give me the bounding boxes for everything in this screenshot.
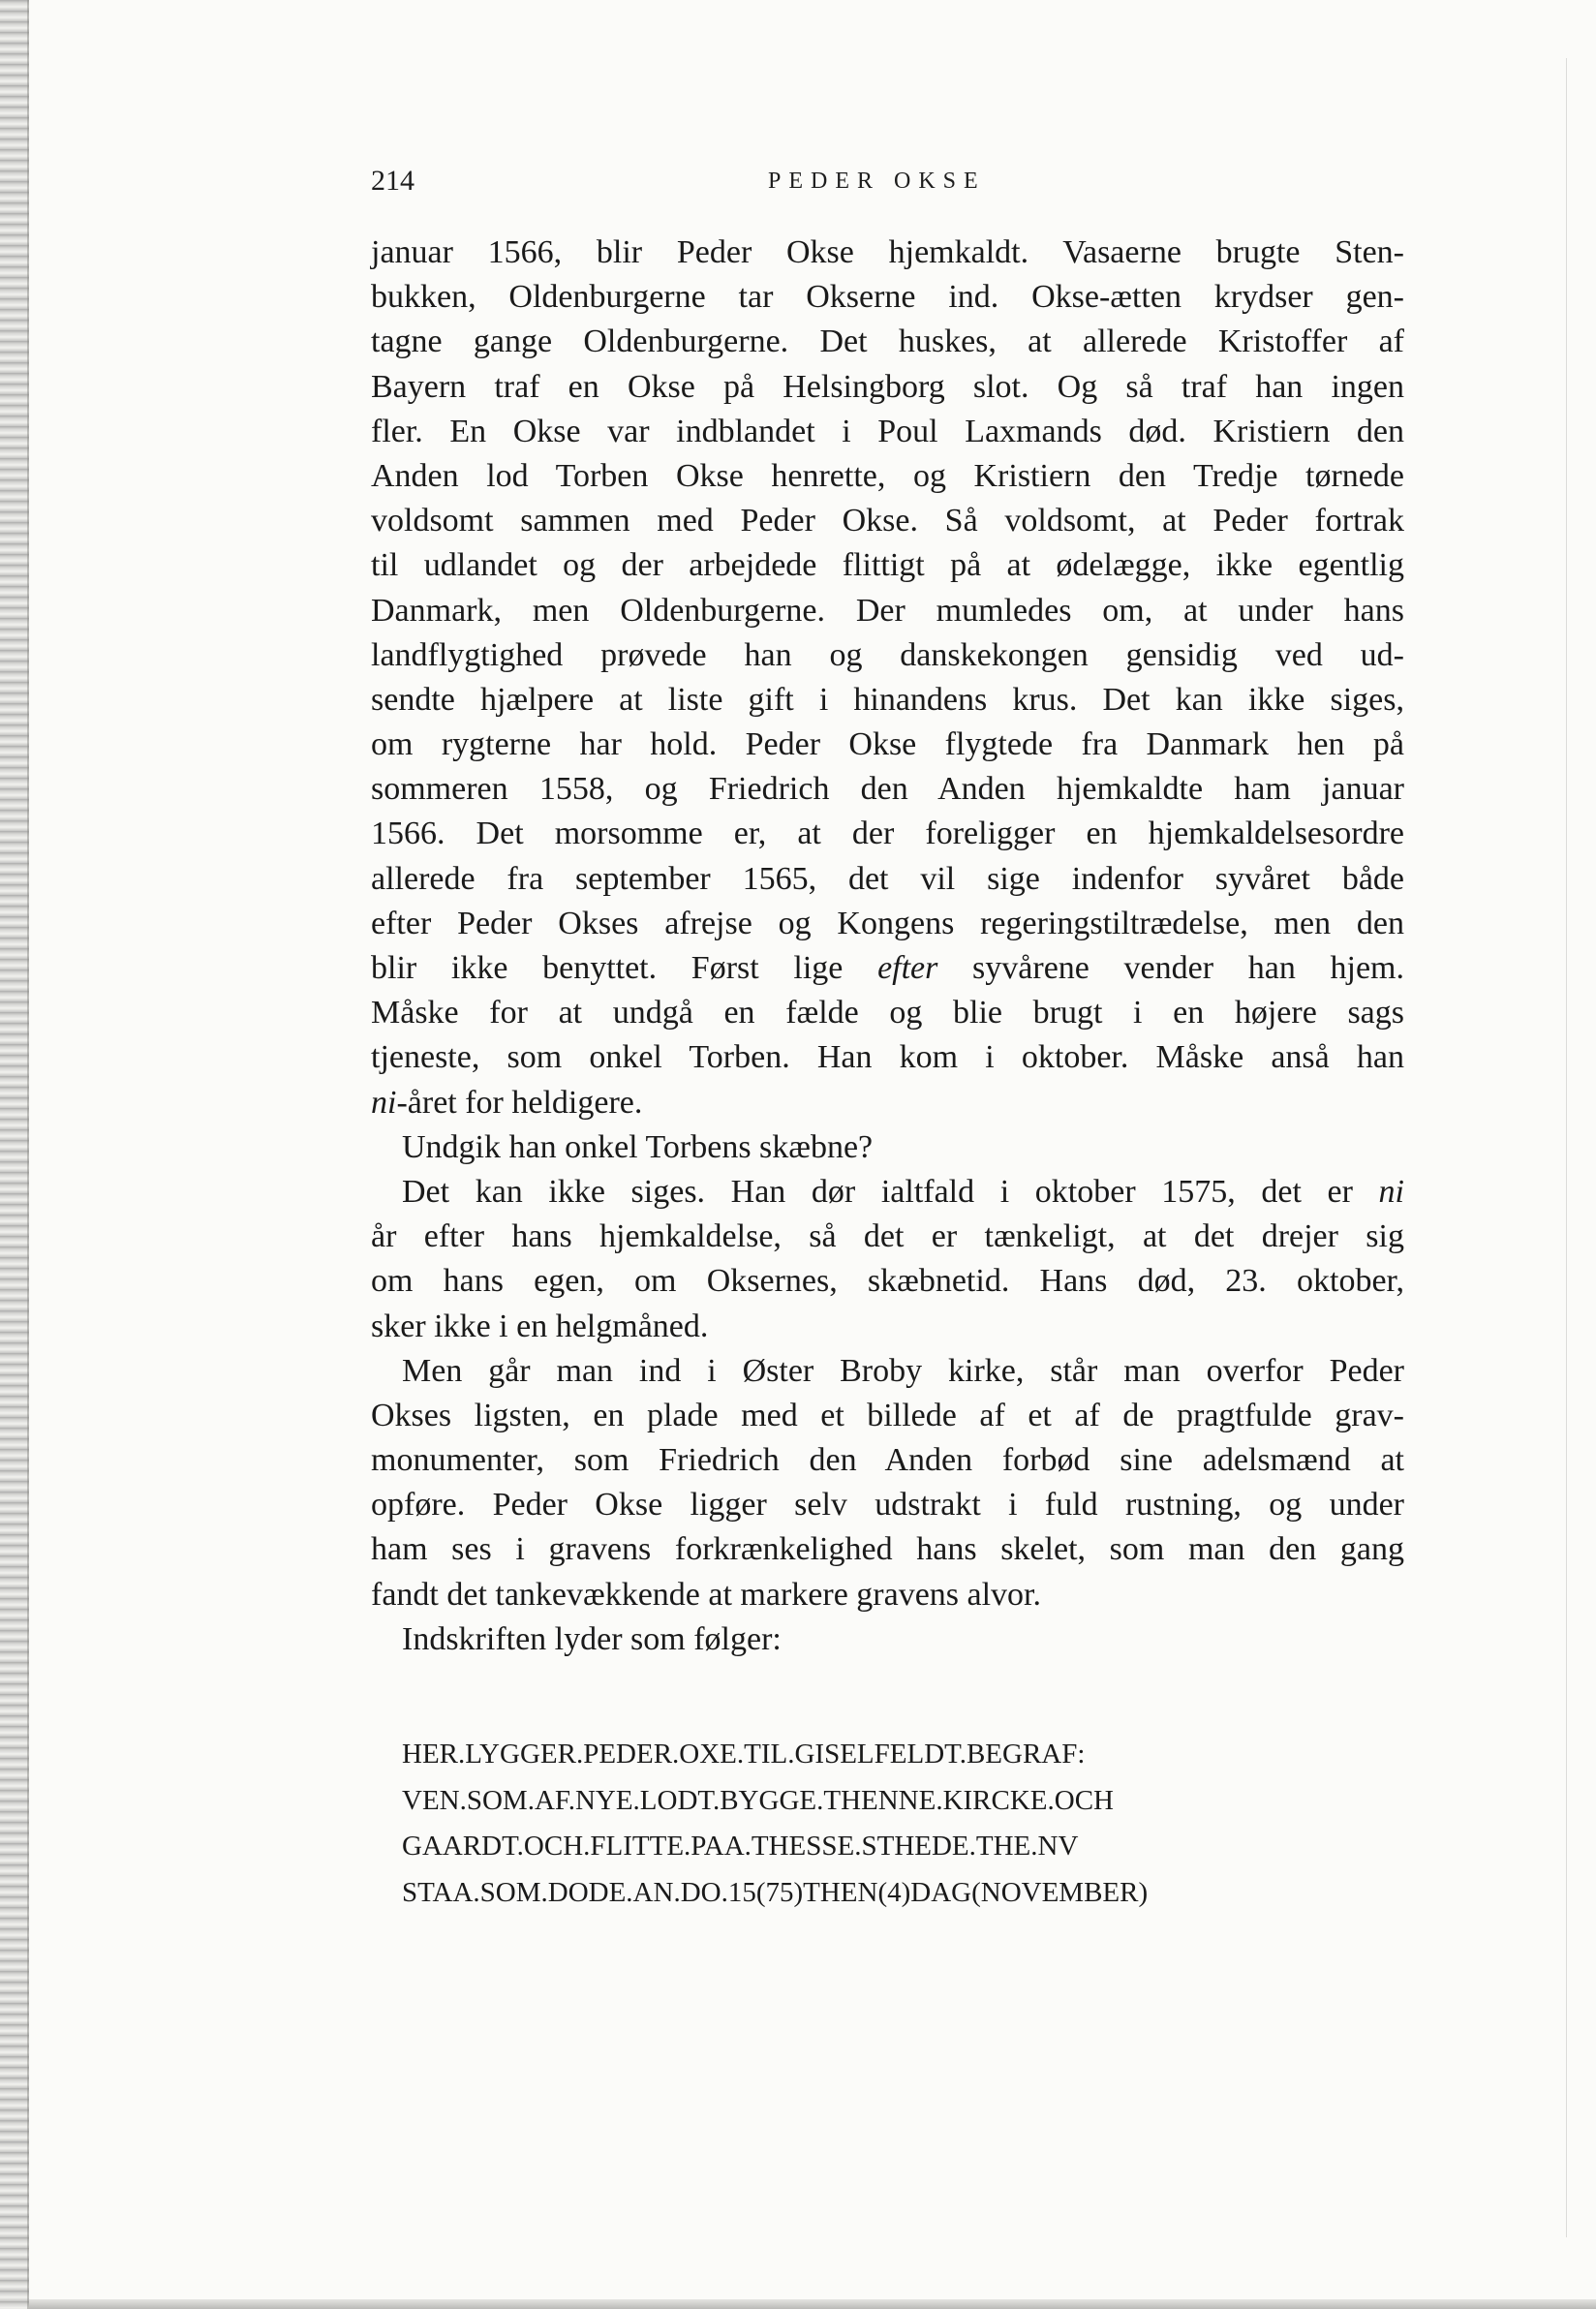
text-line: ham ses i gravens forkrænkelighed hans skelet, som man den gang <box>371 1531 1404 1568</box>
text-line: januar 1566, blir Peder Okse hjemkaldt. Vasaerne brugte Sten- <box>371 234 1404 270</box>
page-binding-edge <box>0 0 29 2309</box>
running-head: PEDER OKSE <box>768 169 986 194</box>
inscription-line: STAA.SOM.DODE.AN.DO.15(75)THEN(4)DAG(NOVEMBER) <box>402 1876 1149 1908</box>
text-line: tagne gange Oldenburgerne. Det huskes, at allerede Kristoffer af <box>371 323 1404 360</box>
text-line <box>371 1081 1404 1125</box>
text-line: Anden lod Torben Okse henrette, og Kristiern den Tredje tørnede <box>371 457 1404 494</box>
text-line: tjeneste, som onkel Torben. Han kom i oktober. Måske anså han <box>371 1039 1404 1076</box>
text-line: opføre. Peder Okse ligger selv udstrakt i fuld rustning, og under <box>371 1487 1404 1524</box>
italic-word: efter <box>877 950 938 986</box>
page-bottom-edge <box>29 2299 1596 2309</box>
text-line: til udlandet og der arbejdede flittigt på at ødelægge, ikke egentlig <box>371 547 1404 584</box>
text-line: Men går man ind i Øster Broby kirke, står man overfor Peder <box>402 1352 1404 1389</box>
text-line: Bayern traf en Okse på Helsingborg slot. Og så traf han ingen <box>371 368 1404 405</box>
text-line: sommeren 1558, og Friedrich den Anden hjemkaldte ham januar <box>371 771 1404 808</box>
text-line: fandt det tankevækkende at markere gravens alvor. <box>371 1576 1042 1613</box>
text-span: blir ikke benyttet. Først lige <box>371 950 878 986</box>
text-line: landflygtighed prøvede han og danskekongen gensidig ved ud- <box>371 636 1404 673</box>
italic-word: ni <box>371 1084 397 1121</box>
text-line: om hans egen, om Oksernes, skæbnetid. Hans død, 23. oktober, <box>371 1263 1404 1300</box>
text-line: Måske for at undgå en fælde og blie brugt i en højere sags <box>371 995 1404 1031</box>
text-line <box>371 1170 1404 1215</box>
text-line: Okses ligsten, en plade med et billede af et af de pragtfulde grav- <box>371 1397 1404 1433</box>
body-text <box>371 231 1404 1662</box>
page-gutter-line <box>27 0 29 2309</box>
text-line: fler. En Okse var indblandet i Poul Laxmands død. Kristiern den <box>371 413 1404 449</box>
text-line <box>371 946 1404 991</box>
text-span: Det kan ikke siges. Han dør ialtfald i oktober 1575, det er <box>402 1173 1379 1210</box>
text-line: bukken, Oldenburgerne tar Okserne ind. Okse-ætten krydser gen- <box>371 279 1404 316</box>
text-line: efter Peder Okses afrejse og Kongens regeringstiltrædelse, men den <box>371 905 1404 941</box>
text-line: 1566. Det morsomme er, at der foreligger en hjemkaldelsesordre <box>371 816 1404 852</box>
text-line: sendte hjælpere at liste gift i hinandens krus. Det kan ikke siges, <box>371 681 1404 718</box>
page-number: 214 <box>371 165 414 197</box>
text-line: år efter hans hjemkaldelse, så det er tænkeligt, at det drejer sig <box>371 1218 1404 1255</box>
text-span: -året for heldigere. <box>396 1084 643 1121</box>
text-line: Indskriften lyder som følger: <box>402 1620 782 1657</box>
text-line: sker ikke i en helgmåned. <box>371 1308 709 1344</box>
inscription-block <box>402 1732 1419 1916</box>
text-line: monumenter, som Friedrich den Anden forbød sine adelsmænd at <box>371 1442 1404 1479</box>
text-line: voldsomt sammen med Peder Okse. Så voldsomt, at Peder fortrak <box>371 503 1404 539</box>
italic-word: ni <box>1378 1173 1404 1210</box>
text-line: allerede fra september 1565, det vil sige indenfor syvåret både <box>371 860 1404 897</box>
page-header <box>371 165 1388 203</box>
inscription-line: VEN.SOM.AF.NYE.LODT.BYGGE.THENNE.KIRCKE.OCH <box>402 1784 1114 1816</box>
page-right-edge <box>1566 58 1567 2237</box>
text-line: om rygterne har hold. Peder Okse flygtede fra Danmark hen på <box>371 726 1404 763</box>
text-span: syvårene vender han hjem. <box>937 950 1404 986</box>
inscription-line: HER.LYGGER.PEDER.OXE.TIL.GISELFELDT.BEGRAF: <box>402 1739 1086 1770</box>
text-line: Undgik han onkel Torbens skæbne? <box>402 1128 874 1165</box>
text-line: Danmark, men Oldenburgerne. Der mumledes om, at under hans <box>371 592 1404 629</box>
inscription-line: GAARDT.OCH.FLITTE.PAA.THESSE.STHEDE.THE.NV <box>402 1831 1079 1862</box>
